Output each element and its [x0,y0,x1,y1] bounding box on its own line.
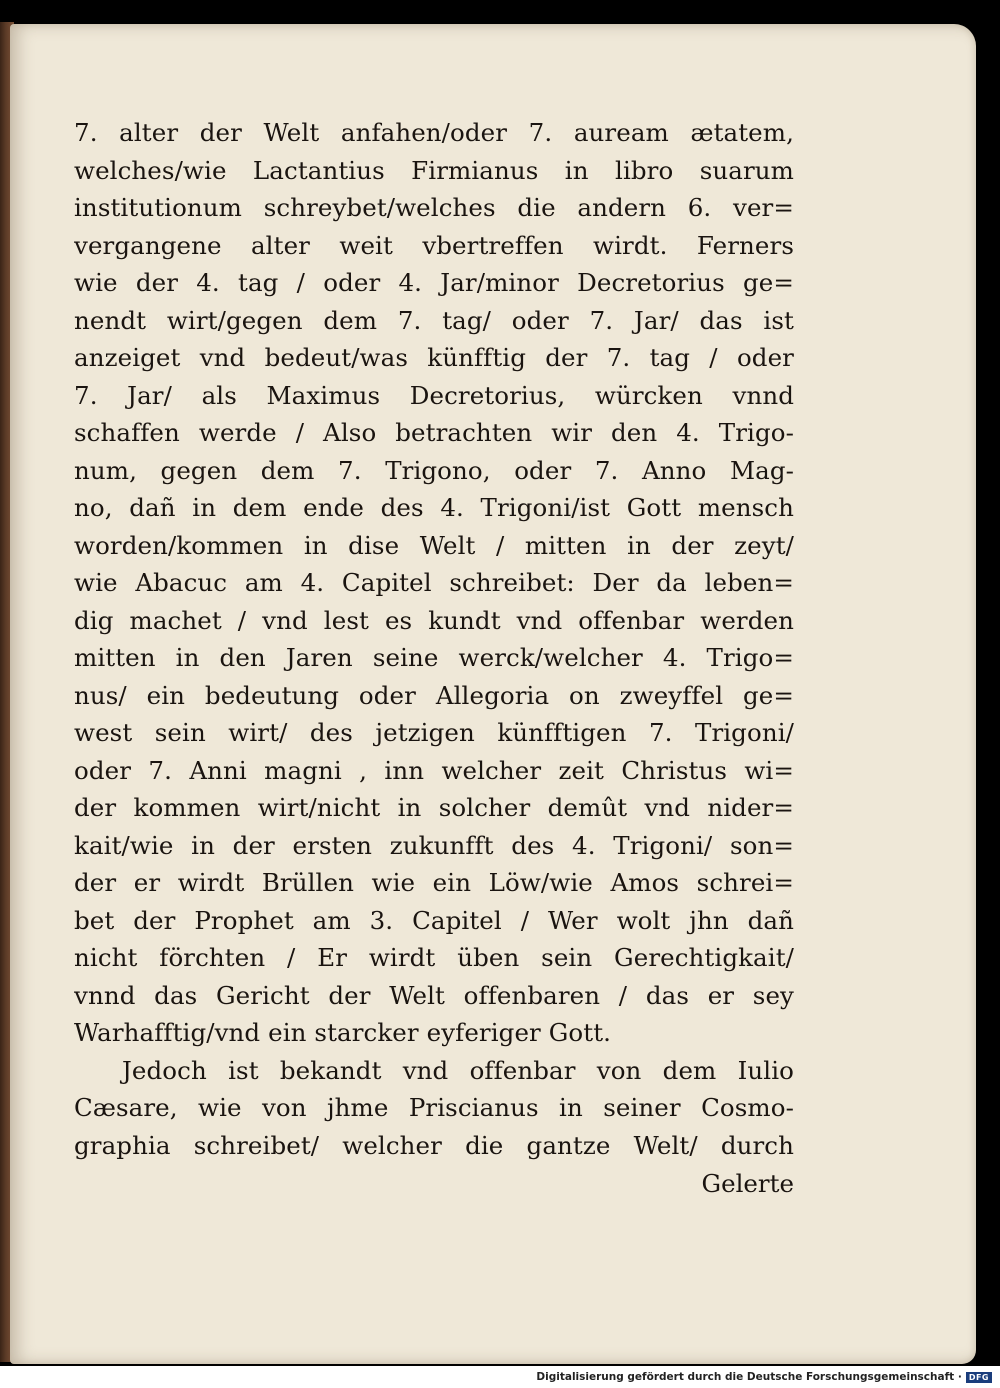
text-line: num, gegen dem 7. Trigono, oder 7. Anno Mag- [74,455,794,485]
text-line: vnnd das Gericht der Welt offenbaren / das er sey [74,980,794,1010]
funding-credit: Digitalisierung gefördert durch die Deutsche Forschungsgemeinschaft · [536,1371,962,1383]
text-line: nendt wirt/gegen dem 7. tag/ oder 7. Jar/ das ist [74,305,794,335]
text-line: wie der 4. tag / oder 4. Jar/minor Decretorius ge= [74,268,794,297]
text-line: oder 7. Anni magni , inn welcher zeit Christus wi= [74,755,794,785]
text-line: dig machet / vnd lest es kundt vnd offenbar werden [74,605,794,635]
text-line: no, dañ in dem ende des 4. Trigoni/ist Gott mensch [74,493,794,522]
digitization-footer [0,1366,1000,1388]
text-line: Warhafftig/vnd ein starcker eyferiger Gott. [74,1018,612,1047]
text-line: nicht förchten / Er wirdt üben sein Gerechtigkait/ [74,943,794,972]
text-line: 7. Jar/ als Maximus Decretorius, würcken vnnd [74,380,794,410]
text-line: mitten in den Jaren seine werck/welcher 4. Trigo= [74,643,794,672]
text-line: schaffen werde / Also betrachten wir den 4. Trigo- [74,418,794,447]
text-line: nus/ ein bedeutung oder Allegoria on zweyffel ge= [74,680,794,710]
text-line: anzeiget vnd bedeut/was künfftig der 7. tag / oder [74,343,794,372]
text-line: der er wirdt Brüllen wie ein Löw/wie Amos schrei= [74,868,794,897]
text-line: 7. alter der Welt anfahen/oder 7. auream ætatem, [74,118,794,147]
catchword: Gelerte [701,1169,794,1198]
text-line: institutionum schreybet/welches die andern 6. ver= [74,193,794,222]
dfg-logo-icon: DFG [966,1372,992,1383]
text-line: west sein wirt/ des jetzigen künfftigen 7. Trigoni/ [74,718,794,747]
text-line: graphia schreibet/ welcher die gantze Welt/ durch [74,1130,794,1160]
text-line: wie Abacuc am 4. Capitel schreibet: Der da leben= [74,568,794,597]
text-line: der kommen wirt/nicht in solcher demût vnd nider= [74,793,794,822]
text-line: Cæsare, wie von jhme Priscianus in seiner Cosmo- [74,1093,794,1122]
text-line: vergangene alter weit vbertreffen wirdt. Ferners [74,230,794,260]
book-page [10,24,976,1364]
text-line: bet der Prophet am 3. Capitel / Wer wolt jhn dañ [74,905,794,935]
text-line: welches/wie Lactantius Firmianus in libro suarum [74,155,794,185]
text-line-paragraph-start: Jedoch ist bekandt vnd offenbar von dem Iulio [122,1055,794,1085]
text-line: kait/wie in der ersten zukunfft des 4. Trigoni/ son= [74,830,794,860]
text-line: worden/kommen in dise Welt / mitten in der zeyt/ [74,530,794,560]
page-text-block [74,114,794,1204]
